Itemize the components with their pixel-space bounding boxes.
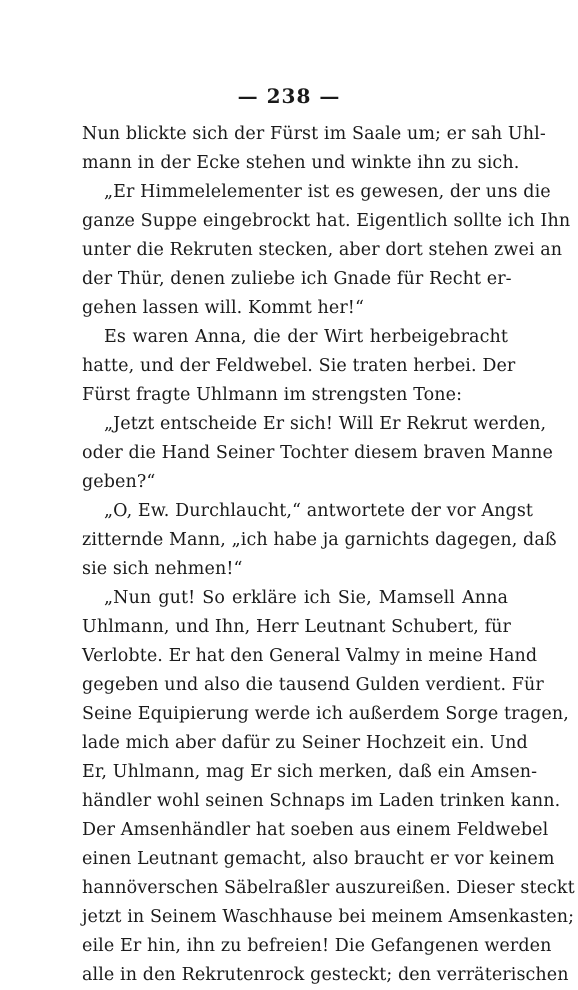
- text-line: gehen lassen will. Kommt her!“: [82, 298, 364, 318]
- text-line: „O, Ew. Durchlaucht,“ antwortete der vor Angst: [104, 501, 534, 521]
- text-line: „Jetzt entscheide Er sich! Will Er Rekrut werden,: [104, 414, 547, 434]
- text-line: eile Er hin, ihn zu befreien! Die Gefangenen werden: [82, 936, 552, 956]
- text-line: lade mich aber dafür zu Seiner Hochzeit ein. Und: [82, 733, 528, 753]
- text-line: händler wohl seinen Schnaps im Laden trinken kann.: [82, 791, 561, 811]
- text-line: ganze Suppe eingebrockt hat. Eigentlich sollte ich Ihn: [82, 211, 571, 231]
- text-line: Fürst fragte Uhlmann im strengsten Tone:: [82, 385, 463, 405]
- text-line: einen Leutnant gemacht, also braucht er vor keinem: [82, 849, 555, 869]
- text-line: Der Amsenhändler hat soeben aus einem Feldwebel: [82, 820, 549, 840]
- text-line: oder die Hand Seiner Tochter diesem braven Manne: [82, 443, 553, 463]
- text-line: hannöverschen Säbelraßler auszureißen. Dieser steckt: [82, 878, 575, 898]
- text-line: Nun blickte sich der Fürst im Saale um; er sah Uhl-: [82, 124, 546, 144]
- text-line: Es waren Anna, die der Wirt herbeigebracht: [104, 327, 508, 347]
- text-line: Seine Equipierung werde ich außerdem Sorge tragen,: [82, 704, 569, 724]
- text-line: Er, Uhlmann, mag Er sich merken, daß ein Amsen-: [82, 762, 538, 782]
- text-line: der Thür, denen zuliebe ich Gnade für Recht er-: [82, 269, 512, 289]
- text-line: mann in der Ecke stehen und winkte ihn zu sich.: [82, 153, 520, 173]
- text-line: jetzt in Seinem Waschhause bei meinem Amsenkasten;: [82, 907, 575, 927]
- text-line: Uhlmann, und Ihn, Herr Leutnant Schubert, für: [82, 617, 511, 637]
- text-line: hatte, und der Feldwebel. Sie traten herbei. Der: [82, 356, 516, 376]
- body-text: [82, 120, 575, 990]
- text-line: geben?“: [82, 472, 156, 492]
- text-line: gegeben und also die tausend Gulden verdient. Für: [82, 675, 544, 695]
- text-line: Verlobte. Er hat den General Valmy in meine Hand: [82, 646, 538, 666]
- text-line: unter die Rekruten stecken, aber dort stehen zwei an: [82, 240, 563, 260]
- text-line: „Er Himmelelementer ist es gewesen, der uns die: [104, 182, 551, 202]
- text-line: zitternde Mann, „ich habe ja garnichts dagegen, daß: [82, 530, 557, 550]
- page-number: — 238 —: [237, 84, 341, 108]
- text-line: „Nun gut! So erkläre ich Sie, Mamsell Anna: [104, 588, 508, 608]
- text-line: alle in den Rekrutenrock gesteckt; den verräterischen: [82, 965, 569, 985]
- text-line: sie sich nehmen!“: [82, 559, 243, 579]
